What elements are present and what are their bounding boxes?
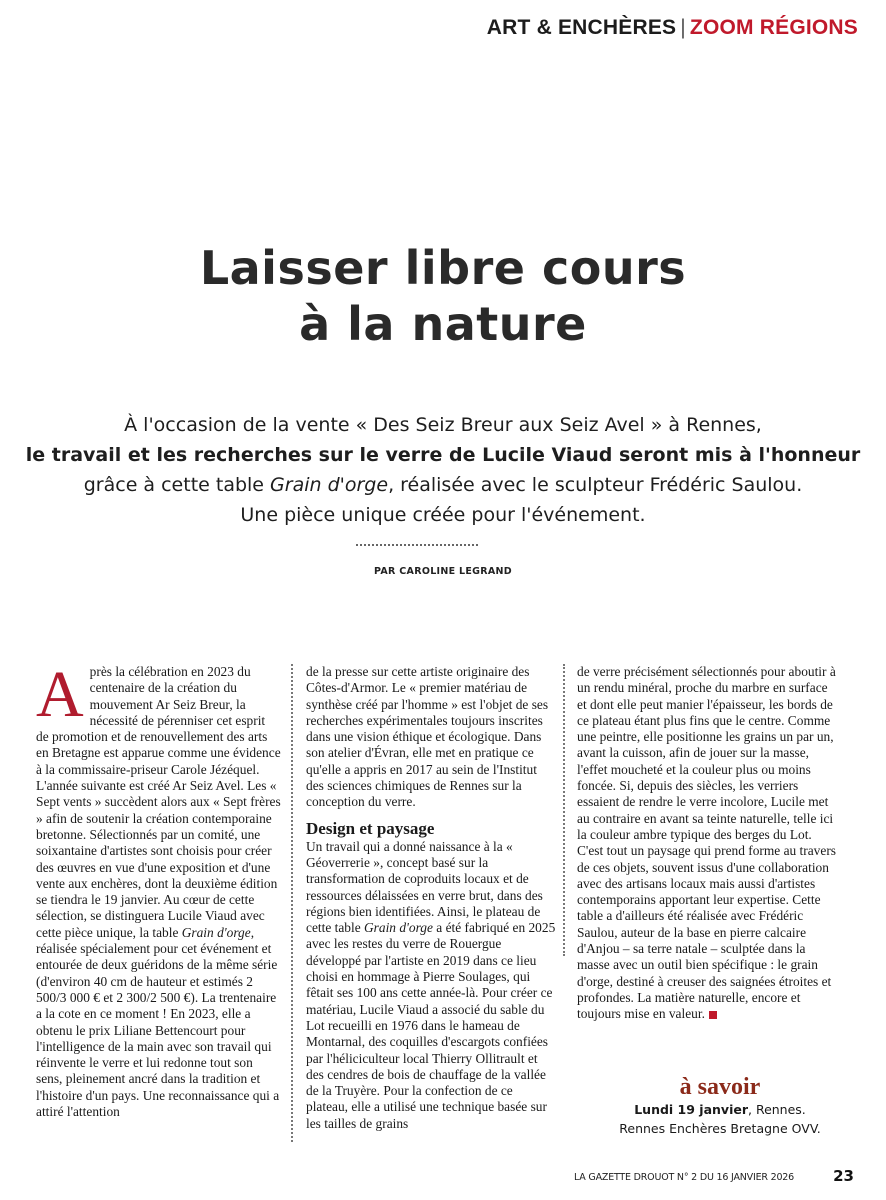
standfirst-line-1: À l'occasion de la vente « Des Seiz Breur aux Seiz Avel » à Rennes,: [124, 414, 762, 436]
standfirst-text: grâce à cette table: [83, 474, 271, 496]
standfirst-italic-title: Grain d'orge: [270, 474, 389, 496]
footer-publication: LA GAZETTE DROUOT N° 2 DU 16 JANVIER 2026: [574, 1172, 794, 1183]
a-savoir-heading: à savoir: [679, 1074, 761, 1100]
standfirst-text: , réalisée avec le sculpteur Frédéric Saulou.: [388, 474, 803, 496]
dotted-divider: [356, 544, 478, 546]
column-divider: [563, 664, 565, 956]
paragraph: [306, 839, 556, 1132]
paragraph-text: , réalisée spécialement pour cet événement et entourée de deux guéridons de la même série (d'environ 40 cm de hauteur et estimés 2 500/3 000 € et 2 300/2 500 €). La trentenaire a la cote en ce moment ! En 2023, elle a obtenu le prix Liliane Bettencourt pour l'intelligence de la main avec son travail qui réinvente le verre et lui redonne tout son sens, pleinement ancré dans la tradition et l'histoire d'un pays. Une reconnaissance qui a attiré l'attention: [36, 924, 280, 1120]
title-line-2: à la nature: [299, 297, 587, 351]
byline: PAR CAROLINE LEGRAND: [374, 566, 512, 577]
section-rubric: [487, 16, 858, 40]
standfirst: [20, 410, 866, 530]
column-divider: [291, 664, 293, 1142]
drop-cap: A: [36, 658, 84, 731]
paragraph-text: près la célébration en 2023 du centenaire de la création du mouvement Ar Seiz Breur, la nécessité de pérenniser cet esprit de promotion et de renouvellement des arts en Bretagne est apparue comme une évidence à la commissaire-priseur Carole Jézéquel. L'année suivante est créé Ar Seiz Avel. Les « Sept vents » succèdent alors aux « Sept frères » afin de soutenir la création contemporaine bretonne. Sélectionnés par un comité, une soixantaine d'artistes sont choisis pour créer des œuvres en vue d'une exposition et d'une vente aux enchères, dont la deuxième édition se tiendra le 19 janvier. Au cœur de cette sélection, se distinguera Lucile Viaud avec cette pièce unique, la table: [36, 664, 281, 940]
rubric-separator: |: [680, 16, 686, 39]
subsection-label: ZOOM RÉGIONS: [689, 16, 858, 39]
body-column-1: [36, 658, 281, 1120]
italic-title: Grain d'orge: [181, 924, 251, 940]
subheading: Design et paysage: [306, 818, 435, 838]
a-savoir-box: [560, 1074, 880, 1138]
paragraph-text: a été fabriqué en 2025 avec les restes du verre de Rouergue développé par l'artiste en 2019 dans ce lieu choisi en hommage à Pierre Soulages, qui fêtait ses 100 ans cette année-là. Pour créer ce matériau, Lucile Viaud a associé du sable du Lot recueilli en 1976 dans le hameau de Montarnal, des coquilles d'escargots confiées par l'héliciculteur local Thierry Ollitrault et des cendres de bois de chauffage de la vallée de la Truyère. Pour la confection de ce plateau, elle a utilisé une technique basée sur les tailles de grains: [306, 920, 556, 1131]
section-label: ART & ENCHÈRES: [486, 16, 677, 39]
paragraph: [577, 664, 837, 1023]
sale-location: , Rennes.: [748, 1102, 806, 1117]
a-savoir-date-line: [560, 1100, 880, 1119]
paragraph-text: de verre précisément sélectionnés pour aboutir à un rendu minéral, proche du marbre en surface et dont elle peut manier l'épaisseur, les bords de ce plateau étant plus fins que le centre. Comme une peintre, elle positionne les grains un par un, avant la cuisson, afin de jouer sur la masse, l'effet moucheté et la couleur plus ou moins foncée. Si, depuis des siècles, les verriers essaient de rendre le verre incolore, Lucile met au contraire en avant sa teinte naturelle, telle ici la couleur ambre typique des berges du Lot. C'est tout un paysage qui prend forme au travers de ces objets, souvent issus d'une collaboration avec des artisans locaux mais aussi d'artistes contemporains apportant leur expertise. Cette table a d'ailleurs été réalisée avec Frédéric Saulou, auteur de la base en pierre calcaire d'Anjou – sa terre natale – sculptée dans la masse avec un outil bien spécifique : le grain d'orge, destiné à creuser des saignées étroites et profondes. La matière naturelle, encore et toujours mise en valeur.: [577, 664, 836, 1022]
standfirst-line-2: le travail et les recherches sur le verre de Lucile Viaud seront mis à l'honneur: [25, 444, 861, 466]
sale-date: Lundi 19 janvier: [634, 1102, 748, 1117]
paragraph: [36, 658, 281, 1120]
article-title: [0, 240, 886, 352]
title-line-1: Laisser libre cours: [199, 241, 687, 295]
standfirst-line-4: Une pièce unique créée pour l'événement.: [240, 504, 646, 526]
end-of-article-square-icon: [709, 1011, 717, 1019]
page-number: 23: [833, 1167, 854, 1185]
italic-title: Grain d'orge: [364, 920, 433, 936]
body-column-3: [577, 664, 837, 1023]
paragraph: de la presse sur cette artiste originaire des Côtes-d'Armor. Le « premier matériau de synthèse créé par l'homme » est l'objet de ses recherches expérimentales toujours inscrites dans une vision éthique et écologique. Dans son atelier d'Évran, elle met en pratique ce qu'elle a appris en 2017 au sein de l'Institut des sciences chimiques de Rennes sur la conception du verre.: [306, 664, 549, 810]
standfirst-line-3: [20, 470, 866, 500]
auction-house: Rennes Enchères Bretagne OVV.: [619, 1121, 821, 1136]
paragraph-text: Un travail qui a donné naissance à la « Géoverrerie », concept basé sur la transformation de coproduits locaux et de ressources délaissées en verre brut, dans des régions bien identifiées. Ainsi, le plateau de cette table: [306, 838, 543, 936]
body-column-2: [306, 664, 556, 1132]
